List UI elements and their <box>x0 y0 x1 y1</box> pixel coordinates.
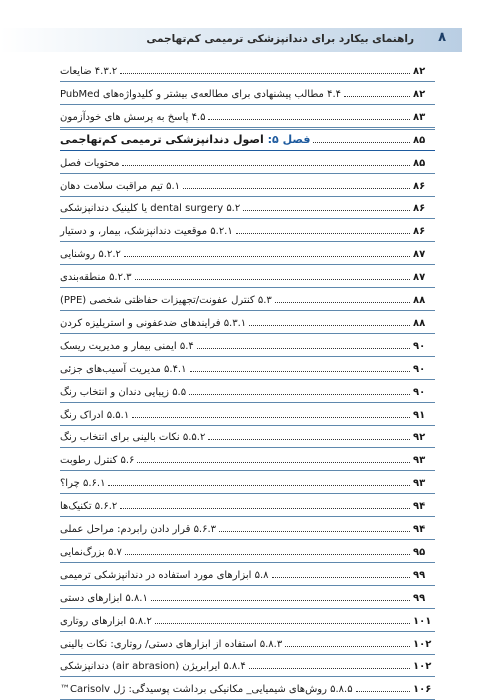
toc-entry[interactable] <box>60 175 435 197</box>
toc-entry-title: ۵.۸ ابزارهای مورد استفاده در دندانپزشکی ترمیمی <box>60 569 269 581</box>
chapter-title: اصول دندانپزشکی ترمیمی کم‌تهاجمی <box>60 132 268 146</box>
page-number: ۸ <box>438 30 446 45</box>
dot-leader <box>108 485 410 486</box>
toc-page-number: ۸۲ <box>413 88 426 100</box>
dot-leader <box>272 577 411 578</box>
dot-leader <box>197 348 410 349</box>
toc-entry-title: ۵.۶.۱ چرا؟ <box>60 478 106 490</box>
toc-entry[interactable] <box>60 655 435 677</box>
toc-entry-title <box>60 133 310 146</box>
toc-page-number: ۹۳ <box>413 478 426 490</box>
toc-entry-title: ۵.۲.۳ منطقه‌بندی <box>60 272 132 284</box>
toc-page-number: ۹۰ <box>413 340 426 352</box>
toc-page-number: ۸۶ <box>413 203 426 215</box>
toc-entry-title: ۵.۸.۴ ایرابریژن (air abrasion) دندانپزشکی <box>60 661 246 673</box>
toc-entry-title: ۵.۲ dental surgery یا کلینیک دندانپزشکی <box>60 203 241 215</box>
dot-leader <box>219 531 410 532</box>
toc-entry[interactable] <box>60 289 435 311</box>
toc-page-number: ۹۳ <box>413 455 426 467</box>
toc-page-number: ۱۰۲ <box>413 661 432 673</box>
toc-entry[interactable] <box>60 678 435 700</box>
toc-entry-title: محتویات فصل <box>60 157 120 169</box>
dot-leader <box>189 394 410 395</box>
toc-entry[interactable] <box>60 449 435 471</box>
toc-entry[interactable] <box>60 152 435 174</box>
toc-page-number: ۸۷ <box>413 249 426 261</box>
toc-page-number: ۱۰۶ <box>413 684 432 696</box>
toc-page-number: ۸۲ <box>413 66 426 77</box>
toc-entry-title: ۵.۴.۱ مدیریت آسیب‌های جزئی <box>60 363 187 375</box>
toc-entry-title: ۵.۴ ایمنی بیمار و مدیریت ریسک <box>60 340 194 352</box>
dot-leader <box>249 668 410 669</box>
dot-leader <box>356 691 410 692</box>
toc-page-number: ۹۵ <box>413 546 426 558</box>
dot-leader <box>183 188 410 189</box>
toc-entry-title: ۵.۵.۱ ادراک رنگ <box>60 409 130 421</box>
toc-entry-title: ۵.۱ تیم مراقبت سلامت دهان <box>60 180 181 192</box>
toc-entry[interactable] <box>60 381 435 403</box>
dot-leader <box>122 165 410 166</box>
dot-leader <box>249 325 410 326</box>
toc-entry-title: ۵.۶.۳ قرار دادن رابردم: مراحل عملی <box>60 524 217 535</box>
toc-entry[interactable] <box>60 358 435 380</box>
toc-entry-title: ۵.۸.۲ ابزارهای روتاری <box>60 615 152 627</box>
toc-entry[interactable] <box>60 83 435 105</box>
dot-leader <box>137 462 410 463</box>
toc-entry-title: ۵.۷ بزرگ‌نمایی <box>60 546 122 558</box>
toc-entry-title: ۵.۲.۱ موقعیت دندانپزشک، بیمار، و دستیار <box>60 226 233 238</box>
toc-entry-title: ۵.۶ کنترل رطوبت <box>60 455 135 467</box>
toc-entry[interactable] <box>60 312 435 334</box>
dot-leader <box>275 302 410 303</box>
dot-leader <box>151 600 410 601</box>
toc-entry-title: ۵.۳.۱ فرایندهای ضدعفونی و استریلیزه کردن <box>60 317 247 329</box>
toc-entry-title: ۵.۶.۲ تکنیک‌ها <box>60 501 118 513</box>
dot-leader <box>243 210 410 211</box>
dot-leader <box>124 256 410 257</box>
toc-page-number: ۸۳ <box>413 111 426 123</box>
toc-entry[interactable] <box>60 541 435 563</box>
toc-entry[interactable] <box>60 495 435 517</box>
dot-leader <box>120 73 410 74</box>
toc-entry[interactable] <box>60 633 435 655</box>
toc-page-number: ۸۷ <box>413 272 426 284</box>
toc-entry-title: ۵.۸.۵ روش‌های شیمیایی_ مکانیکی برداشت پوسیدگی: ژل Carisolv™ <box>60 684 353 696</box>
toc-page-number: ۸۵ <box>413 134 426 146</box>
toc-entry[interactable] <box>60 587 435 609</box>
dot-leader <box>135 279 410 280</box>
toc-entry[interactable] <box>60 266 435 288</box>
dot-leader <box>236 233 410 234</box>
dot-leader <box>208 439 410 440</box>
toc-page-number: ۹۴ <box>413 501 426 513</box>
toc-page-number: ۹۱ <box>413 409 426 421</box>
toc-entry[interactable] <box>60 564 435 586</box>
toc-entry-title: ۵.۸.۳ استفاده از ابزارهای دستی/ روتاری: نکات بالینی <box>60 638 283 650</box>
running-title: راهنمای بیکارد برای دندانپزشکی ترمیمی کم‌تهاجمی <box>146 33 414 45</box>
dot-leader <box>125 554 410 555</box>
toc-entry[interactable] <box>60 335 435 357</box>
toc-entry[interactable] <box>60 106 435 128</box>
chapter-label: فصل ۵: <box>267 132 311 146</box>
dot-leader <box>344 96 410 97</box>
toc-page-number: ۸۸ <box>413 295 426 306</box>
toc-entry-title: ۴.۴ مطالب پیشنهادی برای مطالعه‌ی بیشتر و کلیدواژه‌های PubMed <box>60 88 341 100</box>
toc-page-number: ۹۰ <box>413 363 426 375</box>
dot-leader <box>313 142 410 143</box>
dot-leader <box>285 646 410 647</box>
dot-leader <box>190 371 411 372</box>
toc-entry[interactable] <box>60 243 435 265</box>
dot-leader <box>120 508 410 509</box>
toc-entry-title: ۵.۳ کنترل عفونت/تجهیزات حفاظتی شخصی (PPE) <box>60 295 272 306</box>
dot-leader <box>132 417 410 418</box>
toc-entry-title: ۵.۵ زیبایی دندان و انتخاب رنگ <box>60 386 187 398</box>
toc-entry[interactable] <box>60 60 435 82</box>
toc-chapter-row[interactable] <box>60 129 435 151</box>
toc-page-number: ۸۵ <box>413 157 426 169</box>
toc-entry[interactable] <box>60 404 435 426</box>
toc-entry[interactable] <box>60 518 435 540</box>
toc-page-number: ۸۶ <box>413 226 426 238</box>
toc-page-number: ۱۰۲ <box>413 638 432 650</box>
toc-page-number: ۱۰۱ <box>413 615 432 627</box>
toc-page-number: ۹۰ <box>413 386 426 398</box>
toc-page-number: ۸۸ <box>413 317 426 329</box>
toc-entry-title: ۵.۵.۲ نکات بالینی برای انتخاب رنگ <box>60 432 206 444</box>
toc-entry[interactable] <box>60 220 435 242</box>
toc-page-number: ۹۹ <box>413 592 426 604</box>
toc-page-number: ۹۹ <box>413 569 426 581</box>
toc-entry-title: ۵.۲.۲ روشنایی <box>60 249 121 261</box>
dot-leader <box>208 119 410 120</box>
toc-entry[interactable] <box>60 610 435 632</box>
toc-entry[interactable] <box>60 472 435 494</box>
dot-leader <box>155 623 410 624</box>
toc-entry-title: ۵.۸.۱ ابزارهای دستی <box>60 592 148 604</box>
toc-entry[interactable] <box>60 197 435 219</box>
toc-entry-title: ۴.۳.۲ ضایعات <box>60 66 118 77</box>
toc-page-number: ۹۲ <box>413 432 426 444</box>
toc-page-number: ۹۴ <box>413 524 426 535</box>
toc-entry-title: ۴.۵ پاسخ به پرسش های خودآزمون <box>60 111 206 123</box>
toc-page-number: ۸۶ <box>413 180 426 192</box>
toc-entry[interactable] <box>60 426 435 448</box>
